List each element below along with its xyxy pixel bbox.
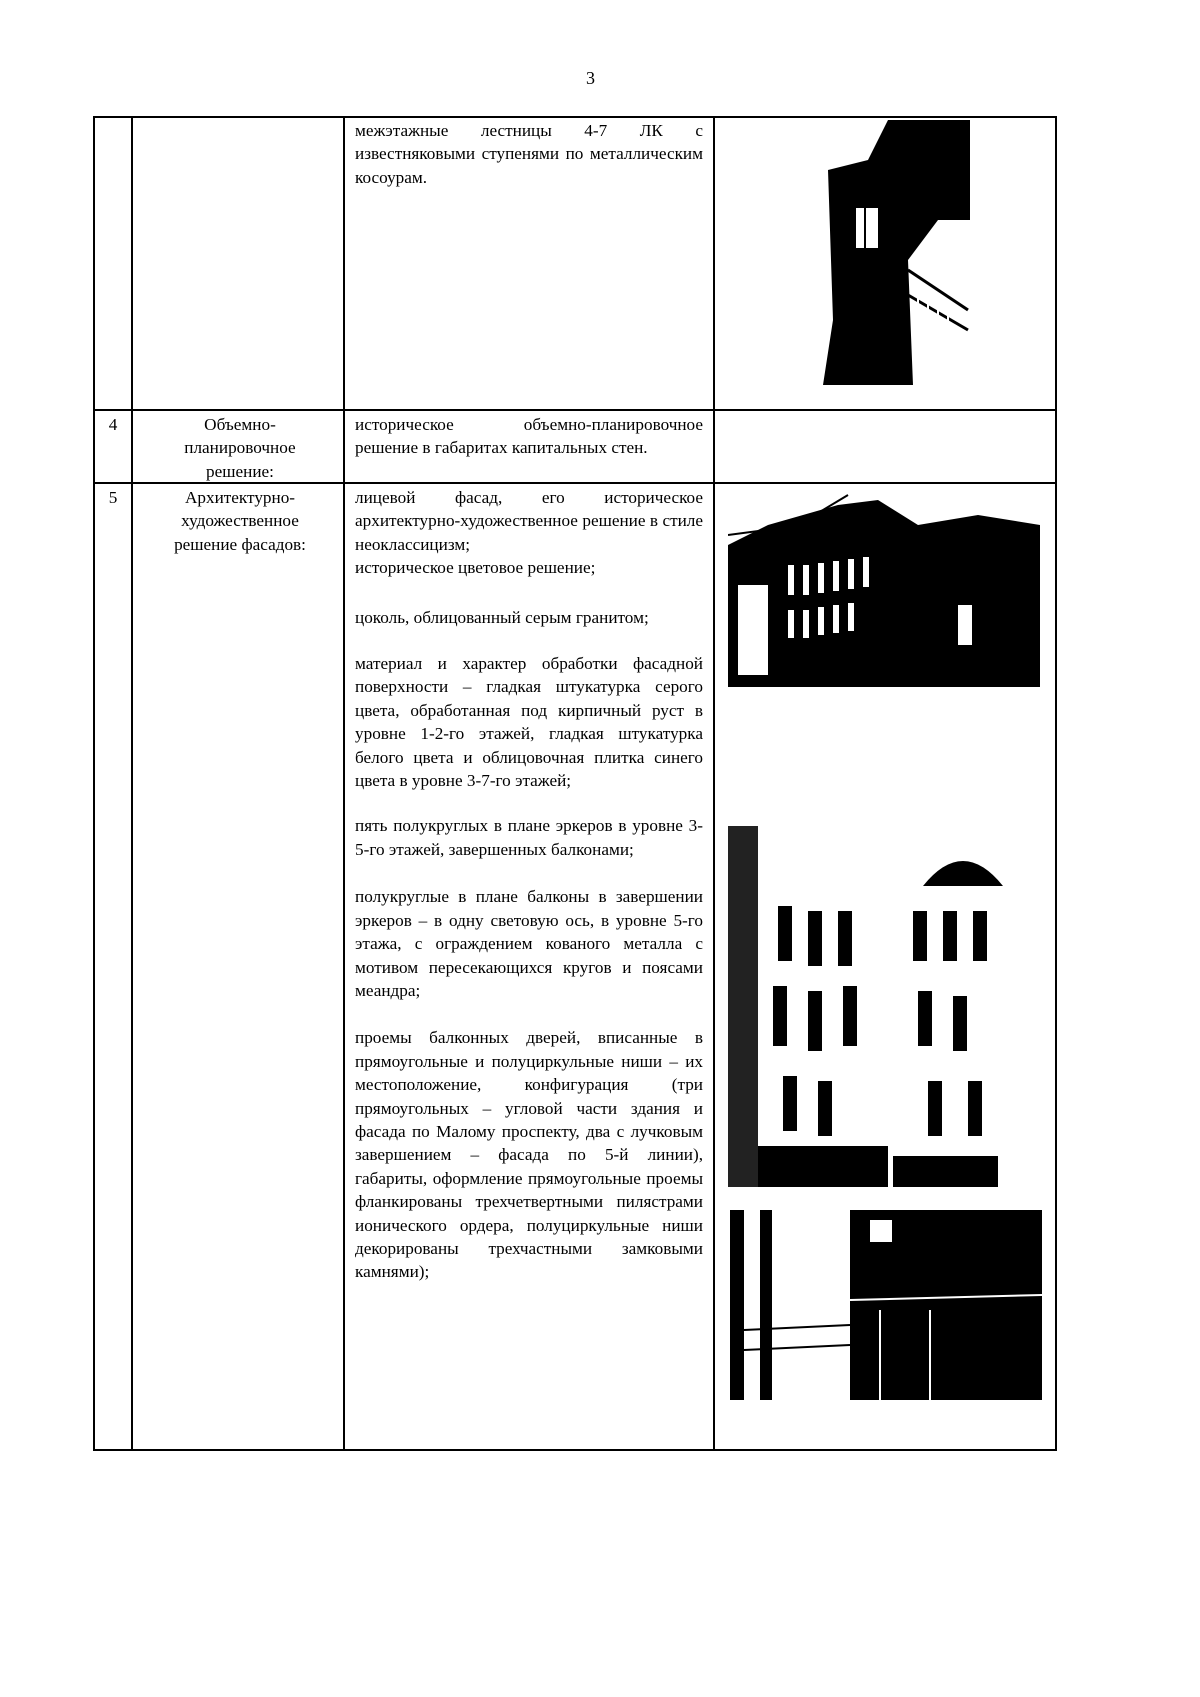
description-paragraph: лицевой фасад, его историческое архитектурно-художественное решение в стиле неоклассицизм; bbox=[355, 488, 703, 554]
row-description bbox=[355, 413, 703, 460]
row-subject: Объемно-планировочное решение: bbox=[184, 415, 296, 481]
table-border-top bbox=[93, 116, 1057, 118]
column-divider bbox=[343, 116, 345, 1451]
column-divider bbox=[713, 116, 715, 1451]
description-paragraph: полукруглые в плане балконы в завершении эркеров – в одну световую ось, в уровне 5-го этажа, с ограждением кованого металла с мотивом пересекающихся кругов и поясами меандра; bbox=[355, 887, 703, 1000]
facade-photo bbox=[728, 485, 1040, 687]
description-paragraph: межэтажные лестницы 4-7 ЛК с известняковыми ступенями по металлическим косоурам. bbox=[355, 121, 703, 187]
bay-windows-photo bbox=[728, 826, 1040, 1187]
balcony-doors-photo bbox=[730, 1210, 1042, 1400]
staircase-photo bbox=[798, 120, 970, 388]
table-border-left bbox=[93, 116, 95, 1451]
row-description bbox=[355, 119, 703, 189]
table-border-right bbox=[1055, 116, 1057, 1451]
description-paragraph: проемы балконных дверей, вписанные в прямоугольные и полуциркульные ниши – их местоположение, конфигурация (три прямоугольных – угловой части здания и фасада по Малому проспекту, два с лучковым завершением – фасада по 5-й линии), габариты, оформление прямоугольные проемы фланкированы трехчетвертными пилястрами ионического ордера, полуциркульные ниши декорированы трехчастными замковыми камнями); bbox=[355, 1028, 703, 1282]
description-paragraph: материал и характер обработки фасадной поверхности – гладкая штукатурка серого цвета, обработанная под кирпичный руст в уровне 1-2-го этажей, гладкая штукатурка белого цвета и облицовочная плитка синего цвета в уровне 3-7-го этажей; bbox=[355, 654, 703, 791]
row-number: 5 bbox=[108, 488, 118, 507]
table-border-bottom bbox=[93, 1449, 1057, 1451]
description-paragraph: пять полукруглых в плане эркеров в уровне 3-5-го этажей, завершенных балконами; bbox=[355, 816, 703, 859]
page-number: 3 bbox=[586, 68, 595, 88]
column-divider bbox=[131, 116, 133, 1451]
row-subject: Архитектурно-художественное решение фасадов: bbox=[174, 488, 306, 554]
description-paragraph: историческое объемно-планировочное решение в габаритах капитальных стен. bbox=[355, 415, 703, 458]
row-description bbox=[355, 486, 703, 1284]
description-paragraph: цоколь, облицованный серым гранитом; bbox=[355, 607, 649, 627]
description-paragraph: историческое цветовое решение; bbox=[355, 558, 596, 578]
row-divider bbox=[93, 409, 1057, 411]
row-number: 4 bbox=[108, 415, 118, 434]
